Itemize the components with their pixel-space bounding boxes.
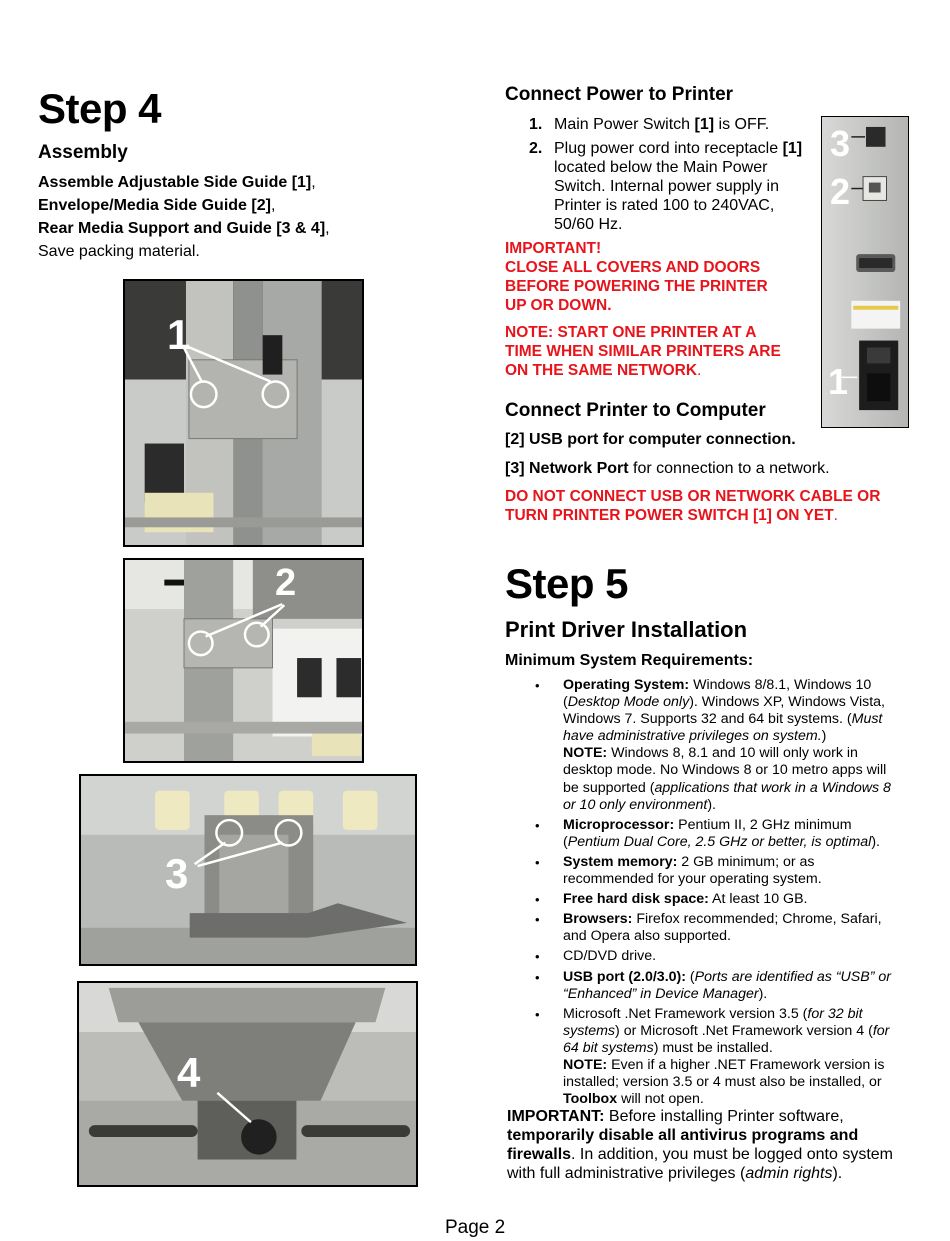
note-line: NOTE: START ONE PRINTER AT A — [505, 324, 757, 341]
usb-port-text: [2] USB port for computer connection. — [505, 431, 796, 448]
req-italic: Ports are identified as “USB” or “Enhanced” in Device Manager — [563, 968, 891, 1002]
step-text: Main Power Switch — [554, 116, 695, 133]
bullet: • — [535, 817, 540, 833]
req-text: Microsoft .Net Framework version 3.5 ( — [563, 1005, 808, 1022]
photo-label-4: 4 — [177, 1049, 201, 1096]
step-number: 2. — [529, 140, 543, 157]
requirements-list — [506, 677, 906, 1111]
assembly-line-1: Assemble Adjustable Side Guide [1] — [38, 174, 312, 191]
bullet: • — [535, 969, 540, 985]
important-text: Before installing Printer software, — [604, 1108, 844, 1125]
req-italic: for 32 bit systems — [563, 1005, 863, 1039]
req-system-memory — [506, 854, 906, 888]
photo-rear-guide — [77, 981, 418, 1187]
cable-warning: DO NOT CONNECT USB OR NETWORK CABLE OR TURN PRINTER POWER SWITCH [1] ON YET. — [505, 488, 881, 524]
req-label: Operating System: — [563, 677, 690, 693]
network-port-line — [505, 459, 830, 478]
important-text: . In addition, you must be logged onto system with full administrative privileges ( — [507, 1146, 893, 1182]
print-driver-subtitle: Print Driver Installation — [505, 617, 748, 642]
power-step-1 — [520, 115, 810, 134]
bullet: • — [535, 892, 540, 908]
important-label: IMPORTANT: — [507, 1108, 605, 1125]
photo-label-1: 1 — [167, 311, 191, 358]
req-text: ). Windows XP, Windows Vista, Windows 7. Supports 32 and 64 bit systems. ( — [563, 694, 885, 728]
req-text: 2 GB minimum; or as recommended for your operating system. — [563, 853, 822, 888]
important-bold: temporarily disable all antivirus programs and firewalls — [507, 1127, 859, 1163]
usb-port-line — [505, 430, 796, 449]
assembly-line-3: Rear Media Support and Guide [3 & 4] — [38, 220, 326, 237]
req-label: Free hard disk space: — [563, 891, 709, 908]
photo-envelope-guide — [123, 558, 364, 763]
req-microprocessor — [506, 817, 906, 851]
req-cd-drive — [506, 948, 906, 965]
req-text: ) or Microsoft .Net Framework version 4 ( — [615, 1022, 873, 1039]
req-text: ( — [685, 968, 695, 985]
req-note-label: NOTE: — [563, 745, 608, 762]
warning-line: IMPORTANT! — [505, 240, 602, 257]
bullet: • — [535, 1006, 540, 1022]
req-label: System memory: — [563, 853, 678, 870]
network-port-label: [3] Network Port — [505, 460, 629, 477]
warning-line: DO NOT CONNECT USB OR NETWORK CABLE OR — [505, 488, 881, 505]
req-label: Microprocessor: — [563, 816, 675, 833]
connect-power-title: Connect Power to Printer — [505, 84, 734, 105]
assembly-line-4: Save packing material. — [38, 243, 200, 260]
important-text: ). — [832, 1165, 843, 1182]
important-warning — [505, 239, 768, 315]
photo-side-guide — [123, 279, 364, 547]
req-text: Even if a higher .NET Framework version is installed; version 3.5 or 4 must also be installed, or — [563, 1056, 885, 1091]
photo-label-3: 3 — [165, 850, 189, 897]
req-text: Pentium II, 2 GHz minimum ( — [563, 816, 852, 850]
req-italic: for 64 bit systems — [563, 1022, 890, 1056]
req-text: Windows 8/8.1, Windows 10 ( — [563, 677, 872, 711]
step-ref: [1] — [694, 116, 715, 133]
photo-label-2: 2 — [275, 562, 297, 604]
photo-rear-media-support — [79, 774, 417, 966]
bullet: • — [535, 854, 540, 870]
warning-line: UP OR DOWN. — [505, 297, 612, 314]
req-text: will not open. — [617, 1091, 704, 1108]
page-number: Page 2 — [445, 1217, 506, 1238]
req-text: CD/DVD drive. — [563, 948, 657, 965]
req-browsers — [506, 911, 906, 945]
photo-rear-panel — [821, 116, 909, 428]
note-line: ON THE SAME NETWORK — [505, 362, 698, 379]
connect-computer-title: Connect Printer to Computer — [505, 400, 766, 421]
step-ref: [1] — [782, 140, 803, 157]
req-text: ) must be installed. — [653, 1039, 773, 1056]
req-text: Windows 8, 8.1 and 10 will only work in desktop mode. No Windows 8 or 10 metro apps will be supported ( — [563, 745, 887, 796]
step-text: Plug power cord into receptacle — [554, 140, 783, 157]
comma: , — [270, 197, 276, 214]
power-steps-list — [520, 115, 810, 239]
comma: , — [311, 174, 316, 191]
note-line: TIME WHEN SIMILAR PRINTERS ARE — [505, 343, 781, 360]
comma: , — [325, 220, 330, 237]
assembly-instructions — [38, 171, 458, 263]
step-text: is OFF. — [714, 116, 770, 133]
step-5-title: Step 5 — [505, 560, 629, 607]
req-italic: Must have administrative privileges on system. — [563, 711, 883, 745]
assembly-subtitle: Assembly — [38, 142, 128, 163]
warning-line: CLOSE ALL COVERS AND DOORS — [505, 259, 761, 276]
assembly-line-2: Envelope/Media Side Guide [2] — [38, 197, 271, 214]
req-label: USB port (2.0/3.0): — [563, 968, 686, 985]
warning-line: TURN PRINTER POWER SWITCH [1] ON YET — [505, 507, 834, 524]
req-label: Browsers: — [563, 911, 633, 928]
network-port-text: for connection to a network. — [628, 460, 830, 477]
panel-label-2: 2 — [830, 171, 851, 212]
req-text: At least 10 GB. — [708, 891, 808, 908]
req-italic: Pentium Dual Core, 2.5 GHz or better, is optimal — [567, 833, 872, 850]
panel-label-1: 1 — [828, 361, 849, 402]
req-italic: applications that work in a Windows 8 or 10 only environment — [563, 779, 891, 813]
req-net-framework — [506, 1006, 906, 1109]
req-text: ). — [707, 796, 716, 813]
power-step-2 — [520, 139, 810, 234]
step-text: located below the Main Power Switch. Internal power supply in Printer is rated 100 to 240VAC, 50/60 Hz. — [554, 159, 779, 233]
bullet: • — [535, 949, 540, 965]
panel-label-3: 3 — [830, 123, 851, 164]
step-4-title: Step 4 — [38, 85, 162, 132]
req-italic: Desktop Mode only — [567, 694, 690, 711]
req-text: ). — [871, 833, 880, 850]
bullet: • — [535, 912, 540, 928]
req-text: ). — [758, 985, 768, 1002]
warning-line: BEFORE POWERING THE PRINTER — [505, 278, 768, 295]
req-disk-space — [506, 891, 906, 908]
req-text: Firefox recommended; Chrome, Safari, and Opera also supported. — [563, 911, 882, 945]
network-note: NOTE: START ONE PRINTER AT A TIME WHEN SIMILAR PRINTERS ARE ON THE SAME NETWORK. — [505, 324, 781, 379]
important-italic: admin rights — [745, 1165, 833, 1182]
step-number: 1. — [529, 116, 543, 133]
req-operating-system — [506, 677, 906, 814]
requirements-title: Minimum System Requirements: — [505, 652, 754, 669]
req-note-label: NOTE: — [563, 1056, 608, 1073]
bullet: • — [535, 678, 540, 693]
antivirus-important — [507, 1107, 907, 1183]
req-text: ) — [821, 728, 827, 745]
toolbox-label: Toolbox — [563, 1091, 618, 1108]
req-usb-port — [506, 969, 906, 1003]
